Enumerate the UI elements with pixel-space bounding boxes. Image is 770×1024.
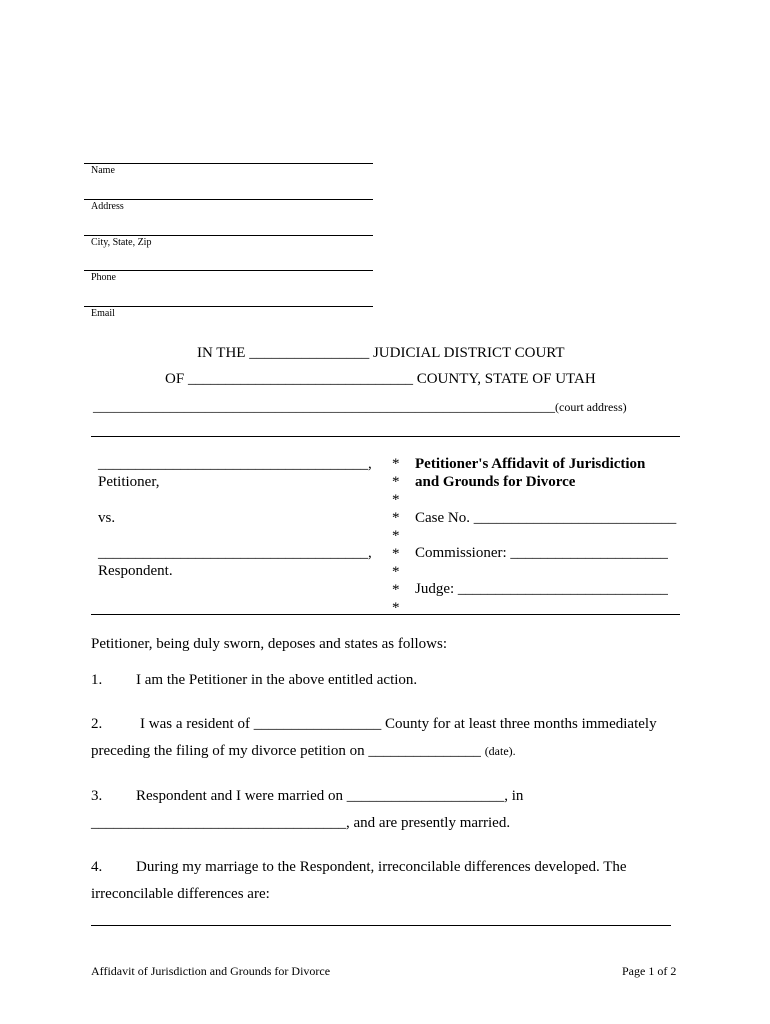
petitioner-label: Petitioner,: [98, 474, 160, 490]
phone-line[interactable]: [84, 270, 373, 271]
judge-field[interactable]: Judge: ____________________________: [415, 581, 668, 597]
paragraph-3-line-2[interactable]: __________________________________, and are presently married.: [91, 815, 511, 831]
court-address-line: [93, 398, 627, 416]
star-divider: *: [392, 582, 400, 598]
petitioner-blank[interactable]: ____________________________________,: [98, 456, 372, 472]
date-label: (date).: [484, 744, 516, 758]
paragraph-4-line-1: During my marriage to the Respondent, irreconcilable differences developed. The: [136, 859, 627, 875]
star-divider: *: [392, 510, 400, 526]
caption-top-rule: [91, 436, 680, 437]
document-title-line-1: Petitioner's Affidavit of Jurisdiction: [415, 456, 646, 472]
commissioner-field[interactable]: Commissioner: _____________________: [415, 545, 668, 561]
paragraph-4-line-2: irreconcilable differences are:: [91, 886, 270, 902]
name-line[interactable]: [84, 163, 373, 164]
paragraph-2-line-2: [91, 743, 516, 760]
court-address-label: (court address): [555, 400, 627, 414]
vs-label: vs.: [98, 510, 116, 526]
court-line-2-prefix: OF: [165, 371, 185, 387]
paragraph-3-number: 3.: [91, 788, 103, 804]
star-divider: *: [392, 474, 400, 490]
caption-bottom-rule: [91, 614, 680, 615]
intro-text: Petitioner, being duly sworn, deposes and states as follows:: [91, 636, 448, 652]
court-line-2: [165, 371, 596, 388]
star-divider: *: [392, 546, 400, 562]
address-line[interactable]: [84, 199, 373, 200]
phone-label: Phone: [91, 272, 116, 283]
star-divider: *: [392, 528, 400, 544]
court-line-1: [197, 345, 565, 362]
star-divider: *: [392, 564, 400, 580]
court-line-2-suffix: COUNTY, STATE OF UTAH: [416, 371, 596, 387]
respondent-label: Respondent.: [98, 563, 173, 579]
court-address-blank[interactable]: __________________________________________________________________: [93, 400, 555, 415]
document-title-line-2: and Grounds for Divorce: [415, 474, 576, 490]
city-state-zip-label: City, State, Zip: [91, 237, 152, 248]
court-line-1-suffix: JUDICIAL DISTRICT COURT: [372, 345, 565, 361]
address-label: Address: [91, 201, 124, 212]
page-number: Page 1 of 2: [622, 964, 677, 978]
paragraph-1-number: 1.: [91, 672, 103, 688]
paragraph-1-text: I am the Petitioner in the above entitled action.: [136, 672, 418, 688]
case-number-field[interactable]: Case No. ___________________________: [415, 510, 677, 526]
court-line-1-prefix: IN THE: [197, 345, 246, 361]
star-divider: *: [392, 600, 400, 616]
star-divider: *: [392, 456, 400, 472]
county-blank[interactable]: ______________________________: [187, 371, 413, 387]
district-number-blank[interactable]: ________________: [249, 345, 370, 361]
paragraph-4-number: 4.: [91, 859, 103, 875]
star-divider: *: [392, 492, 400, 508]
filing-date-field[interactable]: preceding the filing of my divorce petition on _______________: [91, 743, 481, 759]
footer-document-title: Affidavit of Jurisdiction and Grounds for Divorce: [91, 964, 331, 978]
differences-answer-line[interactable]: [91, 925, 671, 926]
email-label: Email: [91, 308, 115, 319]
paragraph-3-line-1[interactable]: Respondent and I were married on _____________________, in: [136, 788, 524, 804]
city-state-zip-line[interactable]: [84, 235, 373, 236]
respondent-blank[interactable]: ____________________________________,: [98, 545, 372, 561]
paragraph-2-number: 2.: [91, 716, 103, 732]
email-line[interactable]: [84, 306, 373, 307]
name-label: Name: [91, 165, 115, 176]
paragraph-2-line-1[interactable]: I was a resident of _________________ County for at least three months immediately: [140, 716, 657, 732]
